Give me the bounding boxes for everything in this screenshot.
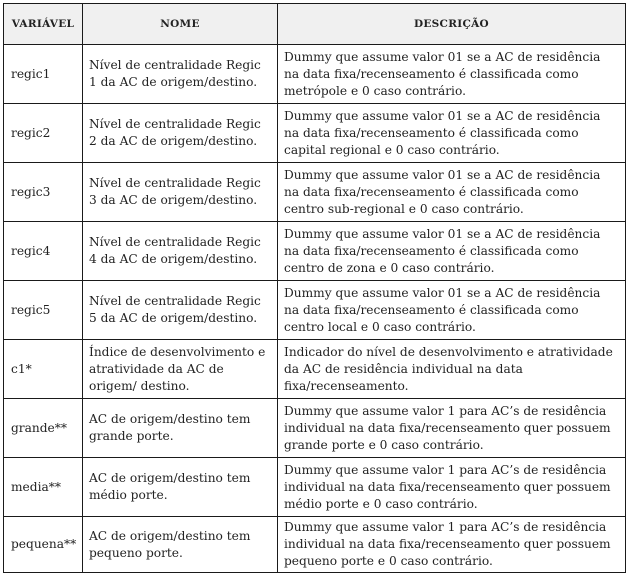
header-descricao: DESCRIÇÃO [278,4,626,45]
cell-nome: Nível de centralidade Regic 4 da AC de origem/destino. [83,222,278,281]
table-row [4,45,626,104]
cell-descricao: Dummy que assume valor 01 se a AC de residência na data fixa/recenseamento é classificada como centro local e 0 caso contrário. [278,281,626,340]
cell-nome: AC de origem/destino tem médio porte. [83,458,278,517]
header-nome: NOME [83,4,278,45]
cell-nome: Índice de desenvolvimento e atratividade da AC de origem/ destino. [83,340,278,399]
cell-variavel: regic3 [4,163,83,222]
cell-descricao: Dummy que assume valor 01 se a AC de residência na data fixa/recenseamento é classificada como capital regional e 0 caso contrário. [278,104,626,163]
cell-descricao: Dummy que assume valor 01 se a AC de residência na data fixa/recenseamento é classificada como metrópole e 0 caso contrário. [278,45,626,104]
table-row [4,399,626,458]
cell-variavel: grande** [4,399,83,458]
cell-nome: Nível de centralidade Regic 3 da AC de origem/destino. [83,163,278,222]
table-row [4,222,626,281]
cell-nome: AC de origem/destino tem pequeno porte. [83,517,278,573]
table-row [4,458,626,517]
table-header-row [4,4,626,45]
cell-variavel: c1* [4,340,83,399]
cell-nome: Nível de centralidade Regic 1 da AC de origem/destino. [83,45,278,104]
header-variavel: VARIÁVEL [4,4,83,45]
table-row [4,340,626,399]
cell-descricao: Dummy que assume valor 1 para AC’s de residência individual na data fixa/recenseamento quer possuem grande porte e 0 caso contrário. [278,399,626,458]
cell-variavel: regic4 [4,222,83,281]
table-row [4,104,626,163]
cell-variavel: regic1 [4,45,83,104]
cell-nome: Nível de centralidade Regic 5 da AC de origem/destino. [83,281,278,340]
cell-descricao: Dummy que assume valor 1 para AC’s de residência individual na data fixa/recenseamento quer possuem pequeno porte e 0 caso contrário. [278,517,626,573]
variables-table [3,3,626,573]
cell-descricao: Dummy que assume valor 01 se a AC de residência na data fixa/recenseamento é classificada como centro de zona e 0 caso contrário. [278,222,626,281]
table-row [4,163,626,222]
table-row [4,281,626,340]
cell-descricao: Dummy que assume valor 01 se a AC de residência na data fixa/recenseamento é classificada como centro sub-regional e 0 caso contrário. [278,163,626,222]
cell-descricao: Dummy que assume valor 1 para AC’s de residência individual na data fixa/recenseamento quer possuem médio porte e 0 caso contrário. [278,458,626,517]
cell-nome: AC de origem/destino tem grande porte. [83,399,278,458]
cell-nome: Nível de centralidade Regic 2 da AC de origem/destino. [83,104,278,163]
cell-variavel: pequena** [4,517,83,573]
cell-variavel: media** [4,458,83,517]
table-row [4,517,626,573]
cell-variavel: regic2 [4,104,83,163]
cell-descricao: Indicador do nível de desenvolvimento e atratividade da AC de residência individual na data fixa/recenseamento. [278,340,626,399]
cell-variavel: regic5 [4,281,83,340]
